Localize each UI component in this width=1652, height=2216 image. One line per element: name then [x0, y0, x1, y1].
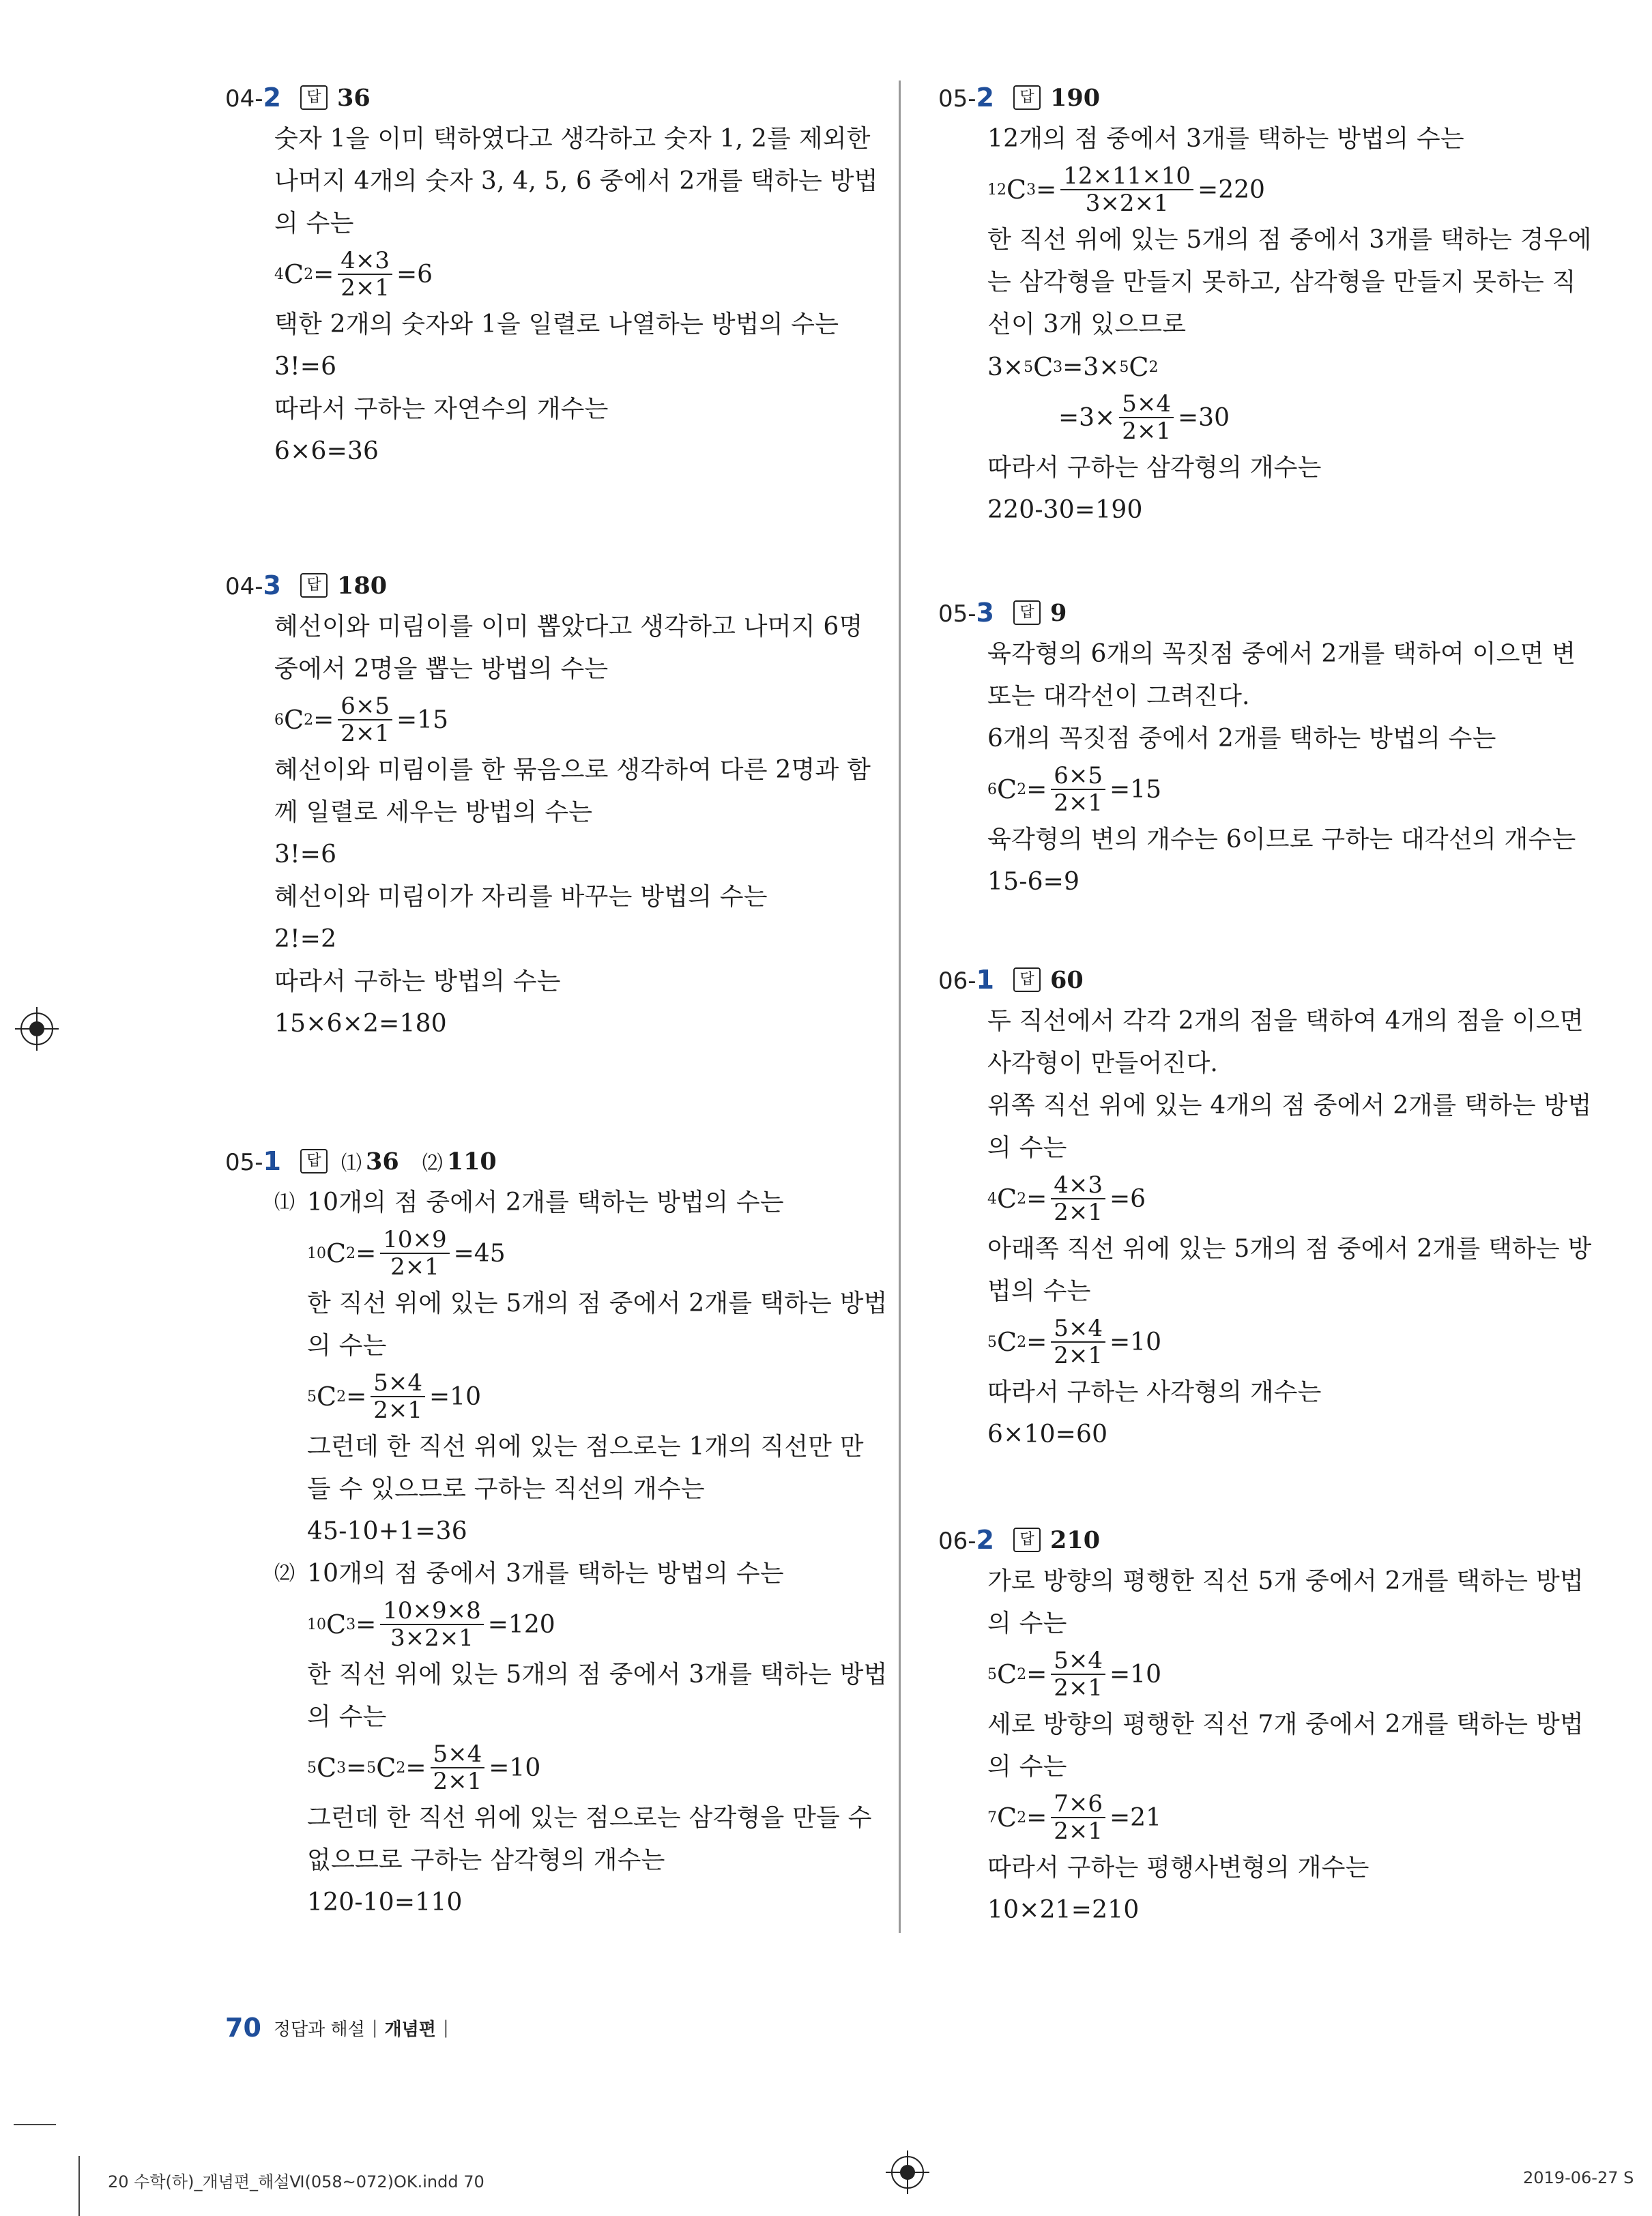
- problem-header: [225, 77, 860, 118]
- footer-separator: |: [371, 2017, 378, 2038]
- solution-line: 따라서 구하는 삼각형의 개수는: [987, 454, 1322, 482]
- combination-formula: 5 C 2 = $\frac{5\times 4}{2\times 1}$ =10: [987, 1315, 1161, 1369]
- problem-header: [938, 959, 1593, 1000]
- fraction: $\frac{5\times 4}{2\times 1}$: [1119, 391, 1174, 444]
- solution-line: 그런데 한 직선 위에 있는 점으로는 1개의 직선만 만: [307, 1433, 864, 1461]
- solution-body: [938, 1560, 1593, 1931]
- answer-mark: 답: [300, 85, 328, 110]
- solution-line: 육각형의 변의 개수는 6이므로 구하는 대각선의 개수는: [987, 826, 1576, 854]
- answer-value: 180: [337, 571, 388, 600]
- problem-04-2: [225, 77, 878, 473]
- solution-line: 10개의 점 중에서 3개를 택하는 방법의 수는: [307, 1560, 784, 1588]
- solution-line: 15×6×2=180: [274, 1010, 447, 1038]
- solution-body: [938, 633, 1593, 903]
- combination-formula: 6 C 2 = $\frac{6\times 5}{2\times 1}$ =15: [987, 762, 1161, 817]
- solution-line: 는 삼각형을 만들지 못하고, 삼각형을 만들지 못하는 직: [987, 268, 1576, 296]
- solution-body: [225, 1182, 888, 1924]
- combination-formula: 5 C 3 = 5 C 2 = $\frac{5\times 4}{2\times 1}$ =10: [307, 1740, 541, 1795]
- solution-line: 위쪽 직선 위에 있는 4개의 점 중에서 2개를 택하는 방법: [987, 1092, 1592, 1120]
- solution-line: 10×21=210: [987, 1896, 1140, 1924]
- problem-06-1: [938, 959, 1593, 1456]
- solution-line: 의 수는: [307, 1332, 387, 1360]
- solution-line: 120-10=110: [307, 1889, 463, 1916]
- problem-header: [938, 1519, 1593, 1560]
- solution-line: 혜선이와 미림이가 자리를 바꾸는 방법의 수는: [274, 883, 768, 911]
- answer-part-mark: ⑵: [422, 1152, 443, 1176]
- solution-line: 아래쪽 직선 위에 있는 5개의 점 중에서 2개를 택하는 방: [987, 1235, 1592, 1263]
- solution-line: 가로 방향의 평행한 직선 5개 중에서 2개를 택하는 방법: [987, 1567, 1584, 1595]
- answer-mark: 답: [1013, 85, 1041, 110]
- fraction: $\frac{5\times 4}{2\times 1}$: [371, 1370, 425, 1423]
- problem-id: 05-2: [938, 83, 994, 113]
- solution-line: 육각형의 6개의 꼭짓점 중에서 2개를 택하여 이으면 변: [987, 640, 1576, 668]
- fraction: $\frac{6\times 5}{2\times 1}$: [1051, 763, 1105, 816]
- trim-mark: [78, 2156, 80, 2216]
- solution-line: 의 수는: [987, 1753, 1067, 1781]
- problem-header: [938, 592, 1593, 633]
- combination-formula: =3× $\frac{5\times 4}{2\times 1}$ =30: [1058, 390, 1230, 445]
- problem-06-2: [938, 1519, 1593, 1931]
- answer-mark: 답: [1013, 1528, 1041, 1552]
- solution-line: 3!=6: [274, 353, 337, 381]
- problem-id: 06-2: [938, 1525, 994, 1555]
- problem-id: 04-2: [225, 83, 281, 113]
- problem-05-1: [225, 1141, 888, 1924]
- slug-date: 2019-06-27 S: [1523, 2168, 1634, 2187]
- solution-line: 따라서 구하는 사각형의 개수는: [987, 1378, 1322, 1406]
- answer-value: 9: [1050, 598, 1067, 627]
- fraction: $\frac{10\times 9}{2\times 1}$: [380, 1227, 449, 1280]
- solution-line: 15-6=9: [987, 868, 1080, 896]
- solution-line: 그런데 한 직선 위에 있는 점으로는 삼각형을 만들 수: [307, 1804, 872, 1832]
- answer-mark: 답: [1013, 967, 1041, 992]
- solution-line: 6×10=60: [987, 1420, 1108, 1448]
- fraction: $\frac{4\times 3}{2\times 1}$: [338, 248, 392, 301]
- solution-line-wrap: [274, 1553, 860, 1595]
- problem-id: 05-1: [225, 1146, 281, 1176]
- problem-05-2: [938, 77, 1593, 531]
- problem-header: [225, 1141, 860, 1182]
- fraction: $\frac{6\times 5}{2\times 1}$: [338, 693, 392, 746]
- page-number: 70: [225, 2013, 261, 2043]
- solution-line: 따라서 구하는 자연수의 개수는: [274, 395, 609, 423]
- answer-value: 36: [366, 1147, 399, 1176]
- solution-line: 두 직선에서 각각 2개의 점을 택하여 4개의 점을 이으면: [987, 1007, 1584, 1035]
- solution-line: 따라서 구하는 방법의 수는: [274, 967, 561, 995]
- solution-line: 따라서 구하는 평행사변형의 개수는: [987, 1854, 1370, 1882]
- solution-body: [938, 118, 1593, 531]
- solution-line: 3!=6: [274, 841, 337, 869]
- combination-formula: 10 C 3 = $\frac{10\times 9\times 8}{3\times 2\times 1}$ =120: [307, 1597, 555, 1652]
- solution-line: 의 수는: [274, 209, 354, 237]
- solution-line: 한 직선 위에 있는 5개의 점 중에서 3개를 택하는 방법: [307, 1661, 888, 1689]
- sub-solution-2: [274, 1553, 888, 1924]
- problem-header: [225, 565, 860, 606]
- fraction: $\frac{4\times 3}{2\times 1}$: [1051, 1172, 1105, 1225]
- sub-marker: ⑵: [274, 1562, 295, 1586]
- answer-mark: 답: [300, 573, 328, 598]
- answer-value: 110: [446, 1147, 497, 1176]
- column-divider: [899, 81, 901, 1933]
- answer-value: 210: [1050, 1526, 1101, 1554]
- solution-line: 사각형이 만들어진다.: [987, 1049, 1219, 1077]
- solution-line: 한 직선 위에 있는 5개의 점 중에서 3개를 택하는 경우에: [987, 226, 1592, 254]
- problem-header: [938, 77, 1593, 118]
- solution-line: 45-10+1=36: [307, 1517, 467, 1545]
- fraction: $\frac{5\times 4}{2\times 1}$: [1051, 1648, 1105, 1701]
- combination-formula: 5 C 2 = $\frac{5\times 4}{2\times 1}$ =10: [987, 1647, 1161, 1702]
- problem-id: 05-3: [938, 598, 994, 628]
- combination-formula: 4 C 2 = $\frac{4\times 3}{2\times 1}$ =6: [987, 1171, 1146, 1226]
- fraction: $\frac{5\times 4}{2\times 1}$: [1051, 1315, 1105, 1369]
- combination-formula: 4 C 2 = $\frac{4\times 3}{2\times 1}$ =6: [274, 247, 433, 302]
- registration-mark-icon: [891, 2156, 924, 2189]
- answer-mark: 답: [1013, 600, 1041, 625]
- solution-body: [938, 1000, 1593, 1456]
- solution-line: 혜선이와 미림이를 이미 뽑았다고 생각하고 나머지 6명: [274, 613, 863, 641]
- solution-line: 한 직선 위에 있는 5개의 점 중에서 2개를 택하는 방법: [307, 1289, 888, 1317]
- fraction: $\frac{12\times 11\times 10}{3\times 2\times 1}$: [1060, 163, 1193, 216]
- solution-line: 2!=2: [274, 925, 337, 953]
- registration-mark-icon: [20, 1012, 53, 1045]
- problem-id: 06-1: [938, 965, 994, 995]
- problem-id: 04-3: [225, 570, 281, 600]
- solution-line-wrap: [274, 1182, 860, 1224]
- solution-line: 6개의 꼭짓점 중에서 2개를 택하는 방법의 수는: [987, 725, 1496, 753]
- solution-line: 숫자 1을 이미 택하였다고 생각하고 숫자 1, 2를 제외한: [274, 125, 871, 153]
- slug-filename: 20 수학(하)_개념편_해설Ⅵ(058~072)OK.indd 70: [108, 2172, 484, 2191]
- combination-formula: 12 C 3 = $\frac{12\times 11\times 10}{3\times 2\times 1}$ =220: [987, 162, 1265, 217]
- solution-line: 의 수는: [307, 1703, 387, 1731]
- problem-04-3: [225, 565, 871, 1045]
- trim-mark: [14, 2124, 56, 2125]
- solution-body: [225, 606, 871, 1045]
- sub-solution-1: [274, 1182, 888, 1553]
- combination-formula: 10 C 2 = $\frac{10\times 9}{2\times 1}$ =45: [307, 1226, 506, 1281]
- section-label: 정답과 해설: [273, 2019, 365, 2040]
- solution-line: 선이 3개 있으므로: [987, 310, 1187, 338]
- solution-line: 나머지 4개의 숫자 3, 4, 5, 6 중에서 2개를 택하는 방법: [274, 167, 878, 195]
- solution-line: 세로 방향의 평행한 직선 7개 중에서 2개를 택하는 방법: [987, 1710, 1584, 1738]
- solution-line: 220-30=190: [987, 496, 1143, 524]
- solution-line: 중에서 2명을 뽑는 방법의 수는: [274, 655, 609, 683]
- solution-line: 12개의 점 중에서 3개를 택하는 방법의 수는: [987, 125, 1464, 153]
- solution-line: 혜선이와 미림이를 한 묶음으로 생각하여 다른 2명과 함: [274, 756, 871, 784]
- sub-marker: ⑴: [274, 1191, 295, 1214]
- answer-part-mark: ⑴: [341, 1152, 362, 1176]
- solution-line: 의 수는: [987, 1609, 1067, 1637]
- footer-separator: |: [442, 2017, 449, 2038]
- answer-value: 190: [1050, 83, 1101, 112]
- problem-05-3: [938, 592, 1593, 903]
- combination-formula: 7 C 2 = $\frac{7\times 6}{2\times 1}$ =21: [987, 1790, 1161, 1845]
- answer-mark: 답: [300, 1149, 328, 1173]
- solution-body: [225, 118, 878, 473]
- solution-line: 께 일렬로 세우는 방법의 수는: [274, 798, 593, 826]
- answer-value: 60: [1050, 965, 1084, 994]
- combination-formula: 3× 5 C 3 =3× 5 C 2: [987, 352, 1159, 382]
- solution-line: 택한 2개의 숫자와 1을 일렬로 나열하는 방법의 수는: [274, 310, 839, 338]
- combination-formula: 6 C 2 = $\frac{6\times 5}{2\times 1}$ =15: [274, 692, 448, 747]
- solution-line: 없으므로 구하는 삼각형의 개수는: [307, 1846, 665, 1874]
- fraction: $\frac{10\times 9\times 8}{3\times 2\times 1}$: [380, 1598, 484, 1651]
- solution-line: 법의 수는: [987, 1277, 1091, 1305]
- answer-value: 36: [337, 83, 371, 112]
- fraction: $\frac{7\times 6}{2\times 1}$: [1051, 1791, 1105, 1844]
- solution-line: 의 수는: [987, 1134, 1067, 1162]
- combination-formula: 5 C 2 = $\frac{5\times 4}{2\times 1}$ =10: [307, 1369, 481, 1424]
- solution-line: 또는 대각선이 그려진다.: [987, 682, 1250, 710]
- solution-line: 들 수 있으므로 구하는 직선의 개수는: [307, 1475, 705, 1503]
- solution-line: 10개의 점 중에서 2개를 택하는 방법의 수는: [307, 1189, 784, 1216]
- part-label: 개념편: [384, 2019, 436, 2040]
- solution-line: 6×6=36: [274, 437, 379, 465]
- fraction: $\frac{5\times 4}{2\times 1}$: [431, 1741, 485, 1794]
- page-footer: [225, 2013, 456, 2043]
